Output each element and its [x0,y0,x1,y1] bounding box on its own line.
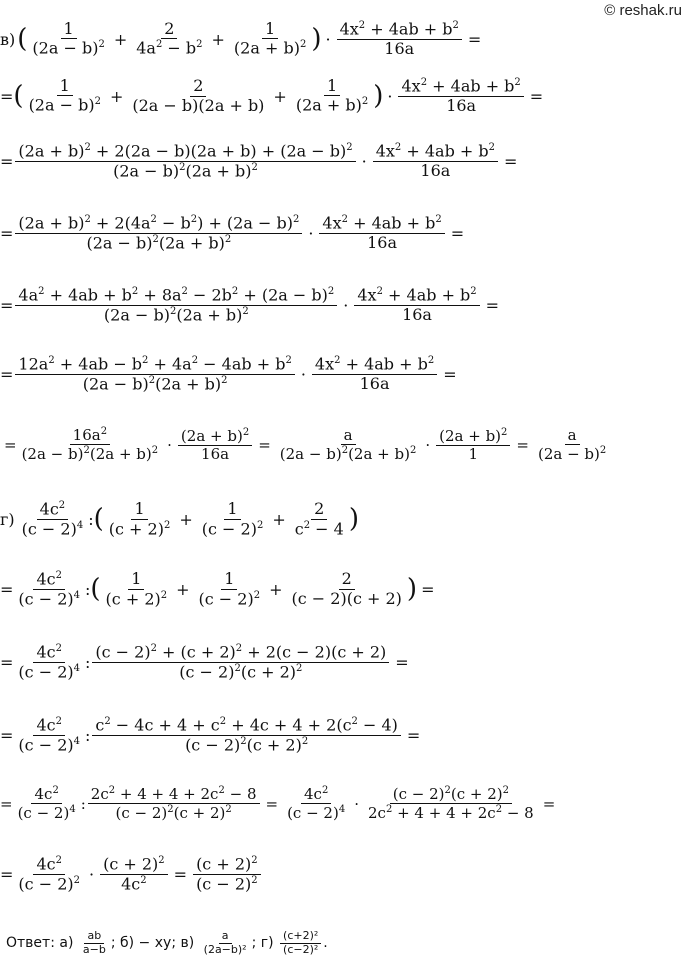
answer-a-fraction: $\frac{ab}{a-b}$ [82,929,106,956]
answer-b-label: ; б) [110,935,135,952]
answer-b-value: − xy [138,935,172,952]
answer-prefix: Ответ: [6,935,55,952]
answer-a-label: а) [59,935,74,952]
part-v-label: в) [0,29,16,49]
formula-line-g2: = $\frac{4c^2}{(c - 2)^4}$ : ( $\frac{1}{(c + 2)^2}$ + $\frac{1}{(c - 2)^2}$ + $\frac{2}{(c - 2)(c + 2)}$ ) = [0,569,435,609]
formula-line-g6: = $\frac{4c^2}{(c - 2)^2}$ · $\frac{(c + 2)^2}{4c^2}$ = $\frac{(c + 2)^2}{(c - 2)^2}$ [0,855,263,893]
formula-line-g5: = $\frac{4c^2}{(c - 2)^4}$ : $\frac{2c^2 + 4 + 4 + 2c^2 - 8}{(c - 2)^2(c + 2)^2}$ = $\frac{4c^2}{(c - 2)^4}$ · $\frac{(c - 2)^2(c + 2)^2}{2c^2 + 4 + 4 + 2c^2 - 8}$ = [0,785,556,823]
part-g-label: г) [0,509,15,529]
formula-line-v4: = $\frac{(2a + b)^2 + 2(4a^2 - b^2) + (2a - b)^2}{(2a - b)^2(2a + b)^2}$ · $\frac{4x^2 + 4ab + b^2}{16a}$ = [0,213,465,253]
site-watermark: © reshak.ru [604,2,682,19]
formula-line-v6: = $\frac{12a^2 + 4ab - b^2 + 4a^2 - 4ab + b^2}{(2a - b)^2(2a + b)^2}$ · $\frac{4x^2 + 4ab + b^2}{16a}$ = [0,354,457,394]
formula-line-v5: = $\frac{4a^2 + 4ab + b^2 + 8a^2 - 2b^2 + (2a - b)^2}{(2a - b)^2(2a + b)^2}$ · $\frac{4x^2 + 4ab + b^2}{16a}$ = [0,285,500,325]
formula-line-v7: = $\frac{16a^2}{(2a - b)^2(2a + b)^2}$ · $\frac{(2a + b)^2}{16a}$ = $\frac{a}{(2a - b)^2(2a + b)^2}$ · $\frac{(2a + b)^2}{1}$ = $\frac{a}{(2a - b)^2}$ [4,425,607,464]
formula-line-g4: = $\frac{4c^2}{(c - 2)^4}$ : $\frac{c^2 - 4c + 4 + c^2 + 4c + 4 + 2(c^2 - 4)}{(c - 2)^2(c + 2)^2}$ = [0,715,421,755]
formula-line-g1: г) $\frac{4c^2}{(c - 2)^4}$ : ( $\frac{1}{(c + 2)^2}$ + $\frac{1}{(c - 2)^2}$ + $\frac{2}{c^2 - 4}$ ) [0,499,359,539]
answer-g-label: ; г) [251,935,274,952]
answer-v-label: ; в) [171,935,195,952]
formula-line-g3: = $\frac{4c^2}{(c - 2)^4}$ : $\frac{(c - 2)^2 + (c + 2)^2 + 2(c - 2)(c + 2)}{(c - 2)^2(c + 2)^2}$ = [0,642,409,682]
answer-line: Ответ: а) $\frac{ab}{a-b}$ ; б) − xy ; в) $\frac{a}{\text{(2a−b)²}}$ ; г) $\frac{\text{(c+2)²}}{\text{(c−2)²}}$ . [6,929,328,956]
formula-line-v3: = $\frac{(2a + b)^2 + 2(2a - b)(2a + b) + (2a - b)^2}{(2a - b)^2(2a + b)^2}$ · $\frac{4x^2 + 4ab + b^2}{16a}$ = [0,141,518,181]
formula-line-v2: = ( $\frac{1}{(2a - b)^2}$ + $\frac{2}{(2a - b)(2a + b)}$ + $\frac{1}{(2a + b)^2}$ ) · $\frac{4x^2 + 4ab + b^2}{16a}$ = [0,76,544,115]
answer-v-fraction: $\frac{a}{\text{(2a−b)²}}$ [203,929,247,956]
formula-line-v1: в) ( $\frac{1}{(2a - b)^2}$ + $\frac{2}{4a^2 - b^2}$ + $\frac{1}{(2a + b)^2}$ ) · $\frac{4x^2 + 4ab + b^2}{16a}$ = [0,19,482,58]
answer-g-fraction: $\frac{\text{(c+2)²}}{\text{(c−2)²}}$ [280,930,321,956]
